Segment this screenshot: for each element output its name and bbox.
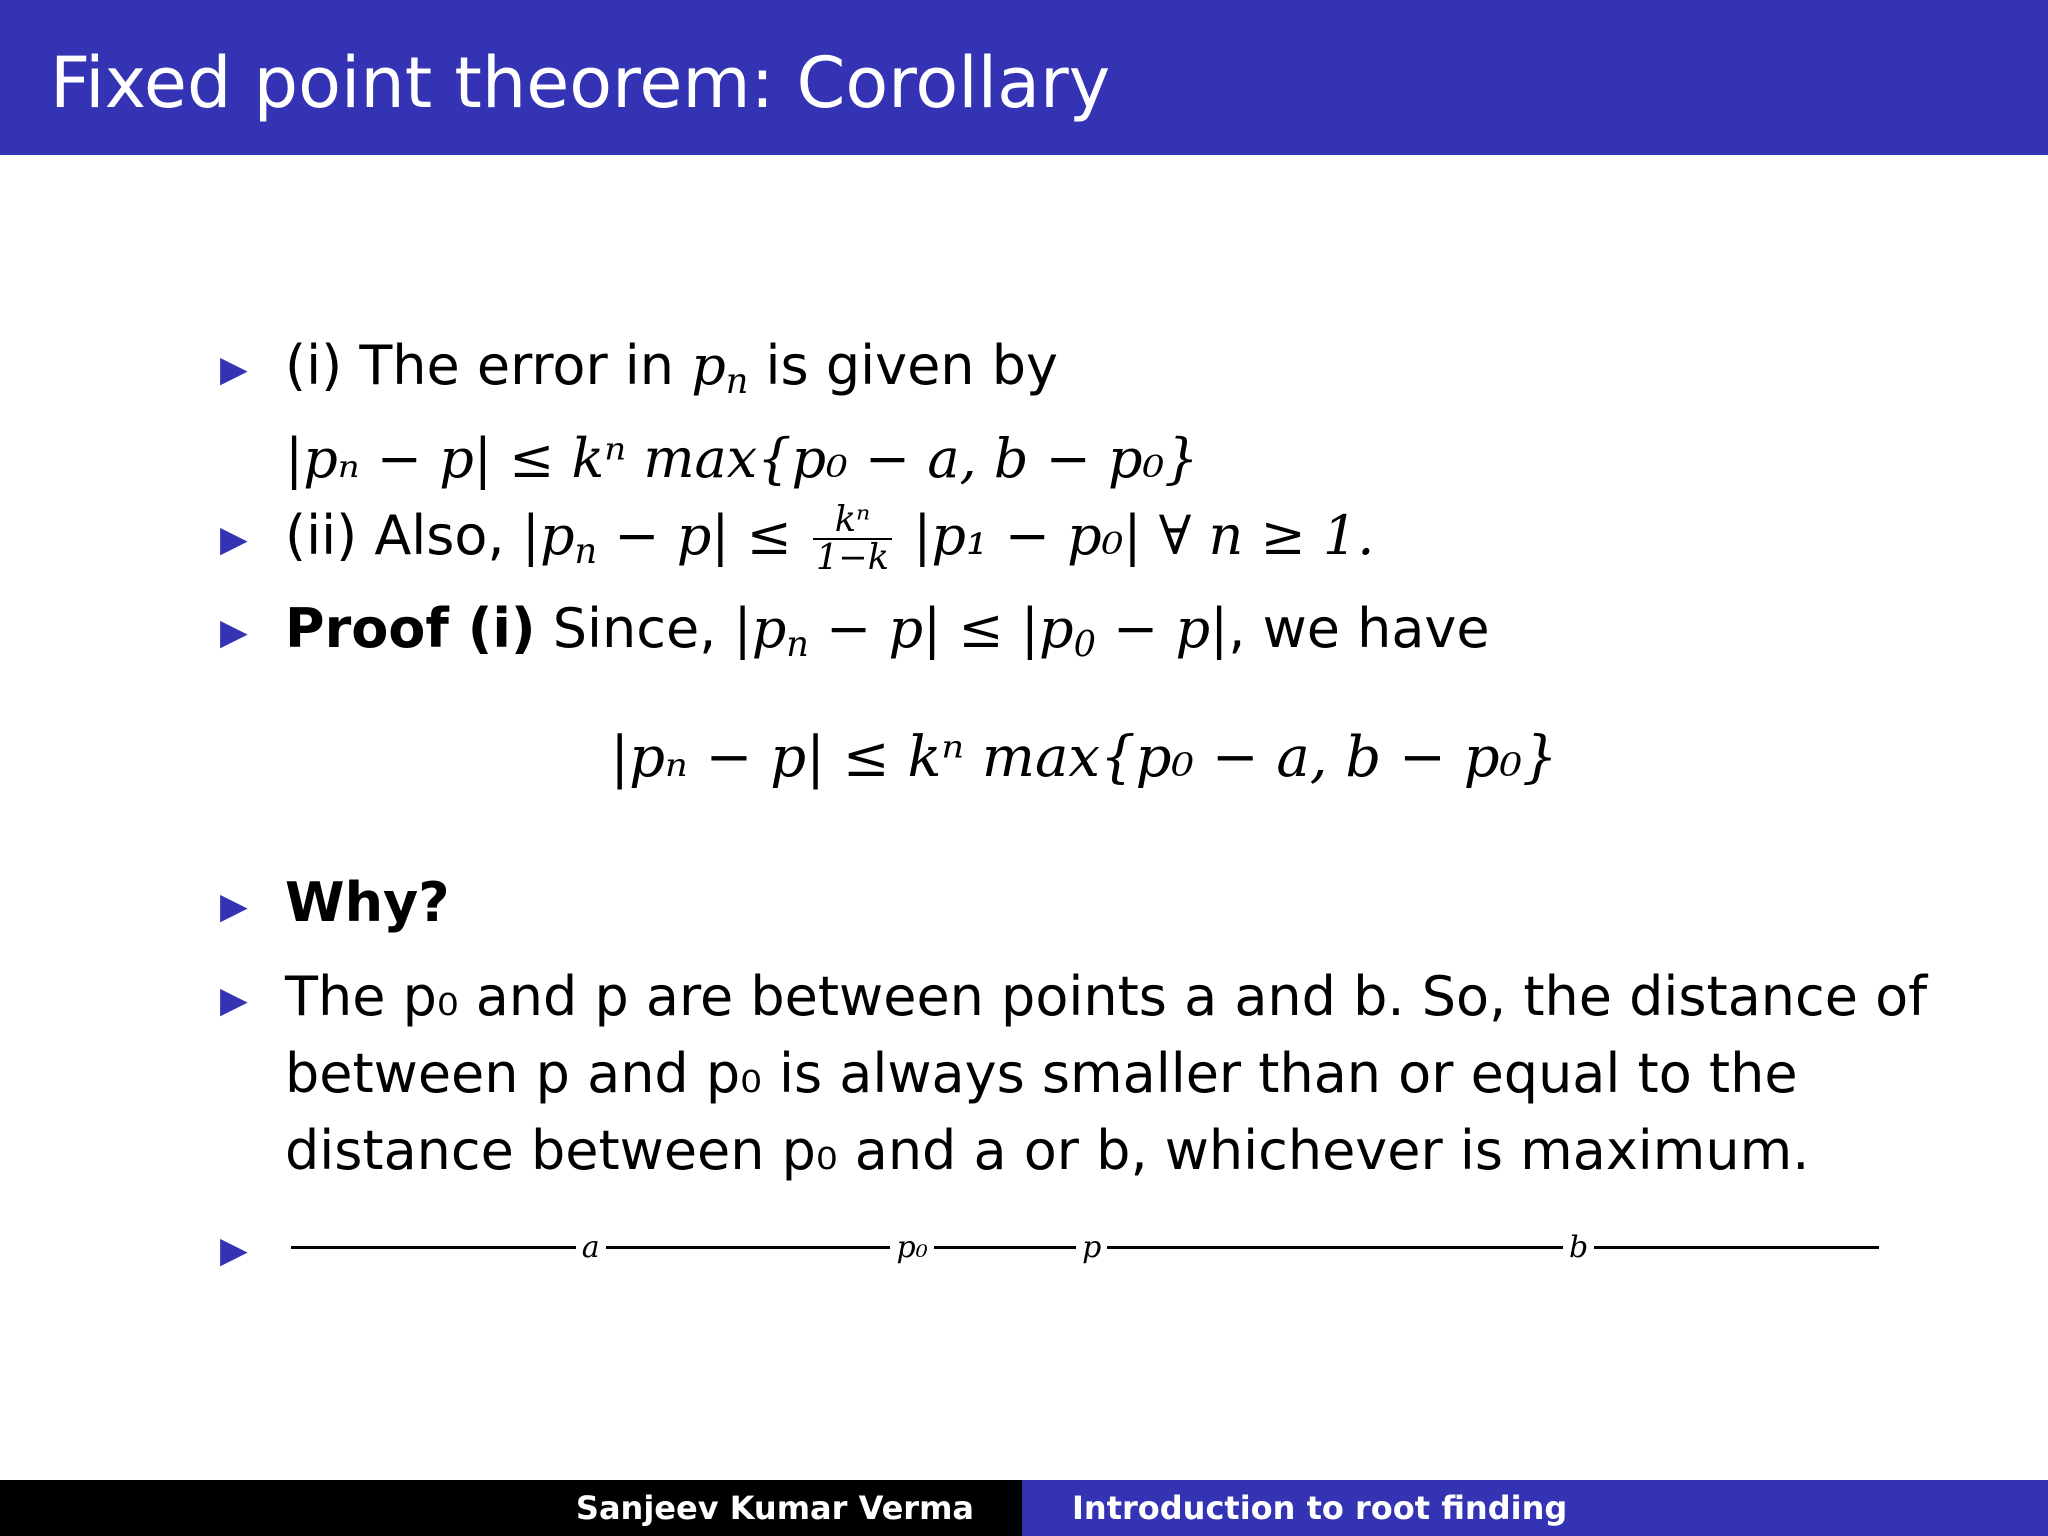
text-given: is given by <box>765 334 1058 397</box>
formula-error-bound: |pₙ − p| ≤ kⁿ max{p₀ − a, b − p₀} <box>285 426 1199 490</box>
bullet-body-1 <box>285 327 1199 497</box>
number-line-segment <box>606 1246 891 1249</box>
text-since: Since, <box>552 597 717 660</box>
explanation-line-2: between p and p₀ is always smaller than or equal to the <box>285 1042 1798 1105</box>
explanation-body <box>285 958 1927 1189</box>
text-we-have: , we have <box>1228 597 1490 660</box>
fraction-denominator: 1−k <box>816 537 890 579</box>
triangle-right-icon: ▶ <box>220 349 248 390</box>
slide-title: Fixed point theorem: Corollary <box>50 42 1111 124</box>
formula-rest: |p₁ − p₀| ∀ n ≥ 1. <box>913 504 1375 567</box>
text-also: Also, <box>374 504 505 567</box>
number-line-segment <box>1107 1246 1563 1249</box>
footer <box>0 1480 2048 1536</box>
why-text: Why? <box>285 871 450 934</box>
triangle-right-icon: ▶ <box>220 519 248 560</box>
bullet-body-2 <box>285 497 1374 590</box>
triangle-right-icon: ▶ <box>220 886 248 927</box>
triangle-right-icon: ▶ <box>220 980 248 1021</box>
text-error: The error in <box>359 334 675 397</box>
number-line-label-p0: p₀ <box>896 1230 928 1265</box>
explanation-line-3: distance between p₀ and a or b, whichever is maximum. <box>285 1119 1810 1182</box>
number-line-segment <box>1594 1246 1879 1249</box>
label-i: (i) <box>285 334 343 397</box>
fraction-kn-over-1-minus-k <box>813 498 892 579</box>
title-bar <box>0 0 2048 155</box>
triangle-right-icon: ▶ <box>220 612 248 653</box>
math-pn: $p_n$ <box>691 334 749 402</box>
fraction-numerator: kⁿ <box>813 502 892 541</box>
number-line <box>285 1230 1885 1265</box>
number-line-label-b: b <box>1569 1230 1589 1265</box>
number-line-label-a: a <box>581 1230 600 1265</box>
number-line-label-p: p <box>1082 1230 1102 1265</box>
bullet-body-3 <box>285 590 1490 683</box>
footer-author: Sanjeev Kumar Verma <box>0 1480 1022 1536</box>
math-proof-inequality: $|p_n - p| \le |p_0 - p|$ <box>733 597 1229 665</box>
math-pn-minus-p: $|p_n - p|$ ≤ <box>521 504 792 572</box>
footer-talk-title: Introduction to root finding <box>1022 1480 2048 1536</box>
display-equation: |pₙ − p| ≤ kⁿ max{p₀ − a, b − p₀} <box>610 725 1558 790</box>
label-ii: (ii) <box>285 504 358 567</box>
proof-label: Proof (i) <box>285 597 536 660</box>
number-line-segment <box>291 1246 576 1249</box>
explanation-line-1: The p₀ and p are between points a and b. So, the distance of <box>285 965 1928 1028</box>
number-line-segment <box>934 1246 1076 1249</box>
triangle-right-icon: ▶ <box>220 1230 248 1271</box>
